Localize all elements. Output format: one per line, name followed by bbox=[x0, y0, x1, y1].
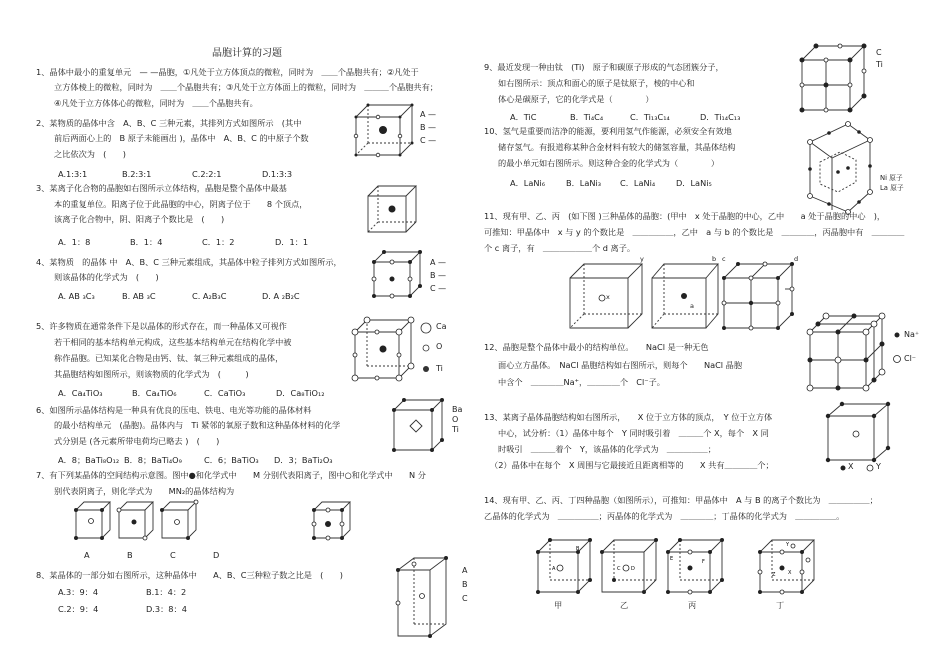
q2-option-c: C.2:2:1 bbox=[192, 169, 222, 179]
q6-option-c: C．6；BaTiO₃ bbox=[204, 455, 259, 465]
q11-line-2: 可推知：甲晶体中 x 与 y 的个数比是 ＿＿＿＿＿，乙中 a 与 b 的个数比是 ＿＿＿＿，丙晶胞中有 ＿＿＿＿ bbox=[484, 227, 905, 237]
q4-line-2: 则该晶体的化学式为 ( ) bbox=[54, 272, 159, 282]
q12-legend-cl: Cl⁻ bbox=[904, 354, 917, 363]
svg-text:B: B bbox=[576, 546, 580, 552]
q2-option-d: D.1:3:3 bbox=[262, 169, 293, 179]
q9-crystal-diagram bbox=[800, 44, 866, 112]
q5-option-c: C．CaTiO₃ bbox=[204, 388, 246, 398]
q11-label-a: a bbox=[690, 302, 694, 310]
q13-line-4: （2）晶体中在每个 X 周围与它最接近且距离相等的 X 共有＿＿＿＿个； bbox=[490, 460, 774, 470]
q2-line-3: 之比依次为 ( ) bbox=[54, 149, 126, 159]
q7-label-a: A bbox=[84, 550, 90, 560]
q10-crystal-diagram bbox=[798, 122, 872, 216]
q12-nacl-diagram bbox=[808, 314, 884, 390]
q2-line-1: 2、某物质的晶体中含 A、B、C 三种元素，其排列方式如图所示 (其中 bbox=[36, 118, 302, 128]
q12-line-3: 中含个 ＿＿＿＿Na⁺，＿＿＿＿个 Cl⁻子。 bbox=[498, 377, 665, 387]
q6-line-1: 6、如图所示晶体结构是一种具有优良的压电、铁电、电光等功能的晶体材料 bbox=[36, 405, 312, 415]
q5-legend-ti: Ti bbox=[436, 364, 443, 373]
q11-label-x: x bbox=[606, 293, 610, 301]
q13-legend-symbols bbox=[838, 463, 878, 473]
q6-legend-ti: Ti bbox=[452, 425, 459, 434]
q11-label-y: y bbox=[640, 255, 644, 263]
q5-legend-o: O bbox=[436, 342, 443, 351]
q14-ding-diagram bbox=[758, 538, 816, 594]
q3-line-3: 该离子化合物中，阴、阳离子个数比是 ( ) bbox=[54, 214, 225, 224]
q14-label-yi: 乙 bbox=[620, 600, 629, 610]
q8-legend-b: B bbox=[462, 580, 468, 589]
q10-legend-la: La 原子 bbox=[880, 184, 904, 192]
q6-line-2: 的最小结构单元 (晶胞)。晶体内与 Ti 紧邻的氧原子数和这种晶体材料的化学 bbox=[54, 420, 341, 430]
q4-option-a: A. AB ₃C₃ bbox=[58, 291, 95, 301]
q11-bing-diagram bbox=[722, 262, 794, 330]
q3-line-2: 本的重复单位。阳离子位于此晶胞的中心，阴离子位于 8 个顶点， bbox=[54, 199, 308, 209]
q4-line-1: 4、某物质 的晶体 中 A、B、C 三种元素组成，其晶体中粒子排列方式如图所示， bbox=[36, 257, 342, 267]
q8-option-a: A.3：9：4 bbox=[58, 587, 99, 597]
q3-option-d: D．1：1 bbox=[275, 237, 309, 247]
q13-line-1: 13、某离子晶体晶胞结构如右图所示， X 位于立方体的顶点， Y 位于立方体 bbox=[484, 412, 773, 422]
q6-legend-ba: Ba bbox=[452, 405, 463, 414]
q9-option-a: A．TiC bbox=[510, 112, 537, 122]
q5-crystal-diagram bbox=[353, 318, 413, 382]
q11-yi-diagram bbox=[650, 262, 720, 330]
q4-crystal-diagram bbox=[372, 250, 422, 298]
q9-option-c: C．Ti₁₃C₁₄ bbox=[630, 112, 670, 122]
q11-line-3: 个 c 离子，有 ＿＿＿＿＿＿个 d 离子。 bbox=[484, 243, 636, 253]
page-title: 晶胞计算的习题 bbox=[212, 48, 282, 59]
q2-option-a: A.1:3:1 bbox=[58, 169, 88, 179]
q14-bing-diagram bbox=[666, 538, 724, 594]
q7-label-c: C bbox=[170, 550, 176, 560]
q6-line-3: 式分别是 (各元素所带电荷均已略去 ) ( ) bbox=[54, 436, 220, 446]
q8-option-c: C.2：9：4 bbox=[58, 604, 99, 614]
q1-line-2: 立方体棱上的微粒，同时为 ＿＿个晶胞共有；③凡处于立方体面上的微粒，同时为 ＿＿＿个晶胞共有； bbox=[54, 82, 438, 92]
q2-legend-b: B — bbox=[420, 123, 437, 132]
q2-line-2: 前后两面心上的 B 原子未能画出 )，晶体中 A、B、C 的中原子个数 bbox=[54, 133, 309, 143]
svg-text:A: A bbox=[552, 566, 556, 572]
q5-line-3: 称作晶胞。已知某化合物是由钙、钛、氧三种元素组成的晶体， bbox=[54, 353, 284, 363]
q12-line-1: 12、晶胞是整个晶体中最小的结构单位。 NaCl 是一种无色 bbox=[484, 342, 709, 352]
q10-line-1: 10、氢气是重要而洁净的能源，要利用氢气作能源，必须安全有效地 bbox=[484, 126, 732, 136]
q7-line-1: 7、有下列某晶体的空间结构示意图。图中●和化学式中 M 分别代表阳离子，图中○和化学式中 N 分 bbox=[36, 470, 426, 480]
q12-legend-na: Na⁺ bbox=[904, 330, 920, 339]
q5-legend-ca: Ca bbox=[436, 322, 447, 331]
svg-text:E: E bbox=[670, 556, 674, 562]
q8-crystal-diagram bbox=[396, 556, 448, 640]
q8-legend-a: A bbox=[462, 566, 468, 575]
q14-jia-diagram bbox=[536, 538, 592, 594]
q8-legend-c: C bbox=[462, 594, 468, 603]
q3-option-a: A．1：8 bbox=[58, 237, 91, 247]
q13-crystal-diagram bbox=[826, 402, 890, 462]
q7-option-b-diagram bbox=[117, 500, 155, 540]
q7-option-c-diagram bbox=[160, 500, 198, 540]
q11-line-1: 11、现有甲、乙、丙 (如下图 )三种晶体的晶胞：(甲中 x 处于晶胞的中心，乙中 a 处于晶胞的中心 )， bbox=[484, 211, 886, 221]
q2-crystal-diagram bbox=[354, 103, 414, 158]
q4-legend-a: A — bbox=[430, 258, 447, 267]
q5-option-a: A．Ca₄TiO₃ bbox=[58, 388, 103, 398]
q12-legend-symbols bbox=[892, 330, 902, 366]
q4-option-c: C. A₂B₃C bbox=[192, 291, 227, 301]
q13-legend-x: X bbox=[848, 462, 854, 471]
q8-line-1: 8、某晶体的一部分如右图所示，这种晶体中 A、B、C三种粒子数之比是 ( ) bbox=[36, 570, 343, 580]
q4-legend-b: B — bbox=[430, 271, 447, 280]
q11-label-b: b bbox=[712, 255, 717, 263]
q3-line-1: 3、某离子化合物的晶胞如右图所示立体结构，晶胞是整个晶体中最基 bbox=[36, 183, 287, 193]
q6-option-b: B．8；BaTi₄O₉ bbox=[124, 455, 182, 465]
q9-option-b: B．Ti₄C₄ bbox=[570, 112, 604, 122]
q13-legend-y: Y bbox=[876, 462, 881, 471]
q14-label-ding: 丁 bbox=[776, 600, 785, 610]
q13-line-2: 中心，试分析：（1）晶体中每个 Y 同时吸引着 ＿＿＿个 X，每个 X 同 bbox=[498, 428, 769, 438]
q2-legend-a: A — bbox=[420, 110, 437, 119]
q6-legend-o: O bbox=[452, 415, 459, 424]
q11-label-c: c bbox=[722, 255, 726, 263]
q3-option-b: B．1：4 bbox=[130, 237, 163, 247]
q4-option-d: D. A ₂B₂C bbox=[262, 291, 300, 301]
q7-label-d: D bbox=[213, 550, 220, 560]
q3-crystal-diagram bbox=[366, 184, 418, 234]
q5-legend-symbols bbox=[420, 322, 434, 378]
svg-text:F: F bbox=[702, 559, 705, 565]
q10-option-a: A．LaNi₆ bbox=[510, 178, 546, 188]
q14-label-jia: 甲 bbox=[554, 600, 563, 610]
q5-line-1: 5、许多物质在通常条件下是以晶体的形式存在，而一种晶体又可视作 bbox=[36, 321, 287, 331]
q5-line-2: 若干相同的基本结构单元构成，这些基本结构单元在结构化学中被 bbox=[54, 337, 292, 347]
q6-option-d: D．3；BaTi₂O₃ bbox=[274, 455, 333, 465]
q5-option-d: D．Ca₈TiO₁₂ bbox=[276, 388, 325, 398]
q4-option-b: B. AB ₃C bbox=[122, 291, 156, 301]
q9-line-1: 9、最近发现一种由钛 (Ti) 原子和碳原子形成的气态团簇分子， bbox=[484, 62, 724, 72]
q6-option-a: A．8；BaTi₈O₁₂ bbox=[58, 455, 120, 465]
q7-option-d-diagram bbox=[312, 500, 352, 540]
q14-line-2: 乙晶体的化学式为 ＿＿＿＿＿；丙晶体的化学式为 ＿＿＿＿；丁晶体的化学式为 ＿＿＿＿＿。 bbox=[484, 511, 845, 521]
q7-line-2: 别代表阴离子，则化学式为 MN₂的晶体结构为 bbox=[54, 486, 235, 496]
q1-line-1: 1、晶体中最小的重复单元 — —晶胞，①凡处于立方体顶点的微粒，同时为 ＿＿个晶胞共有；②凡处于 bbox=[36, 67, 419, 77]
q8-option-b: B.1：4：2 bbox=[146, 587, 187, 597]
q9-legend-c: C bbox=[876, 48, 882, 57]
q14-yi-diagram bbox=[600, 538, 658, 594]
q5-line-4: 其晶胞结构如图所示，则该物质的化学式为 ( ) bbox=[54, 369, 249, 379]
q10-option-b: B．LaNi₃ bbox=[566, 178, 602, 188]
q5-option-b: B．Ca₄TiO₆ bbox=[132, 388, 177, 398]
q2-option-b: B.2:3:1 bbox=[122, 169, 152, 179]
q14-label-bing: 丙 bbox=[688, 600, 697, 610]
q10-legend-ni: Ni 原子 bbox=[880, 174, 903, 182]
q9-line-3: 体心是碳原子，它的化学式是（ ） bbox=[498, 94, 654, 104]
svg-text:C: C bbox=[617, 566, 621, 572]
q6-crystal-diagram bbox=[392, 398, 444, 454]
svg-text:X: X bbox=[788, 570, 792, 576]
q11-label-d: d bbox=[794, 255, 799, 263]
q12-line-2: 面心立方晶体。 NaCl 晶胞结构如右图所示，则每个 NaCl 晶胞 bbox=[498, 360, 743, 370]
q10-line-3: 的最小单元如右图所示。则这种合金的化学式为（ ） bbox=[498, 158, 720, 168]
q10-option-c: C．LaNi₄ bbox=[620, 178, 656, 188]
q3-option-c: C．1：2 bbox=[202, 237, 235, 247]
q7-label-b: B bbox=[127, 550, 133, 560]
svg-text:Z: Z bbox=[772, 572, 776, 578]
q10-option-d: D．LaNi₅ bbox=[676, 178, 712, 188]
q10-line-2: 储存氢气。有报道称某种合金材料有较大的储氢容量，其晶体结构 bbox=[498, 142, 736, 152]
q1-line-3: ④凡处于立方体体心的微粒，同时为 ＿＿个晶胞共有。 bbox=[54, 98, 258, 108]
q4-legend-c: C — bbox=[430, 284, 447, 293]
q14-line-1: 14、现有甲、乙、丙、丁四种晶胞（如图所示），可推知：甲晶体中 A 与 B 的离子个数比为 ＿＿＿＿＿； bbox=[484, 495, 878, 505]
q9-legend-ti: Ti bbox=[876, 60, 883, 69]
svg-text:D: D bbox=[631, 566, 635, 572]
q7-option-a-diagram bbox=[74, 500, 112, 540]
q9-line-2: 如右图所示：顶点和面心的原子是钛原子，棱的中心和 bbox=[498, 78, 695, 88]
q8-option-d: D.3：8：4 bbox=[146, 604, 187, 614]
q13-line-3: 时吸引 ＿＿＿着个 Y，该晶体的化学式为 ＿＿＿＿＿； bbox=[498, 444, 716, 454]
q2-legend-c: C — bbox=[420, 136, 437, 145]
svg-text:Y: Y bbox=[786, 542, 790, 548]
q9-option-d: D．Ti₁₄C₁₃ bbox=[700, 112, 741, 122]
